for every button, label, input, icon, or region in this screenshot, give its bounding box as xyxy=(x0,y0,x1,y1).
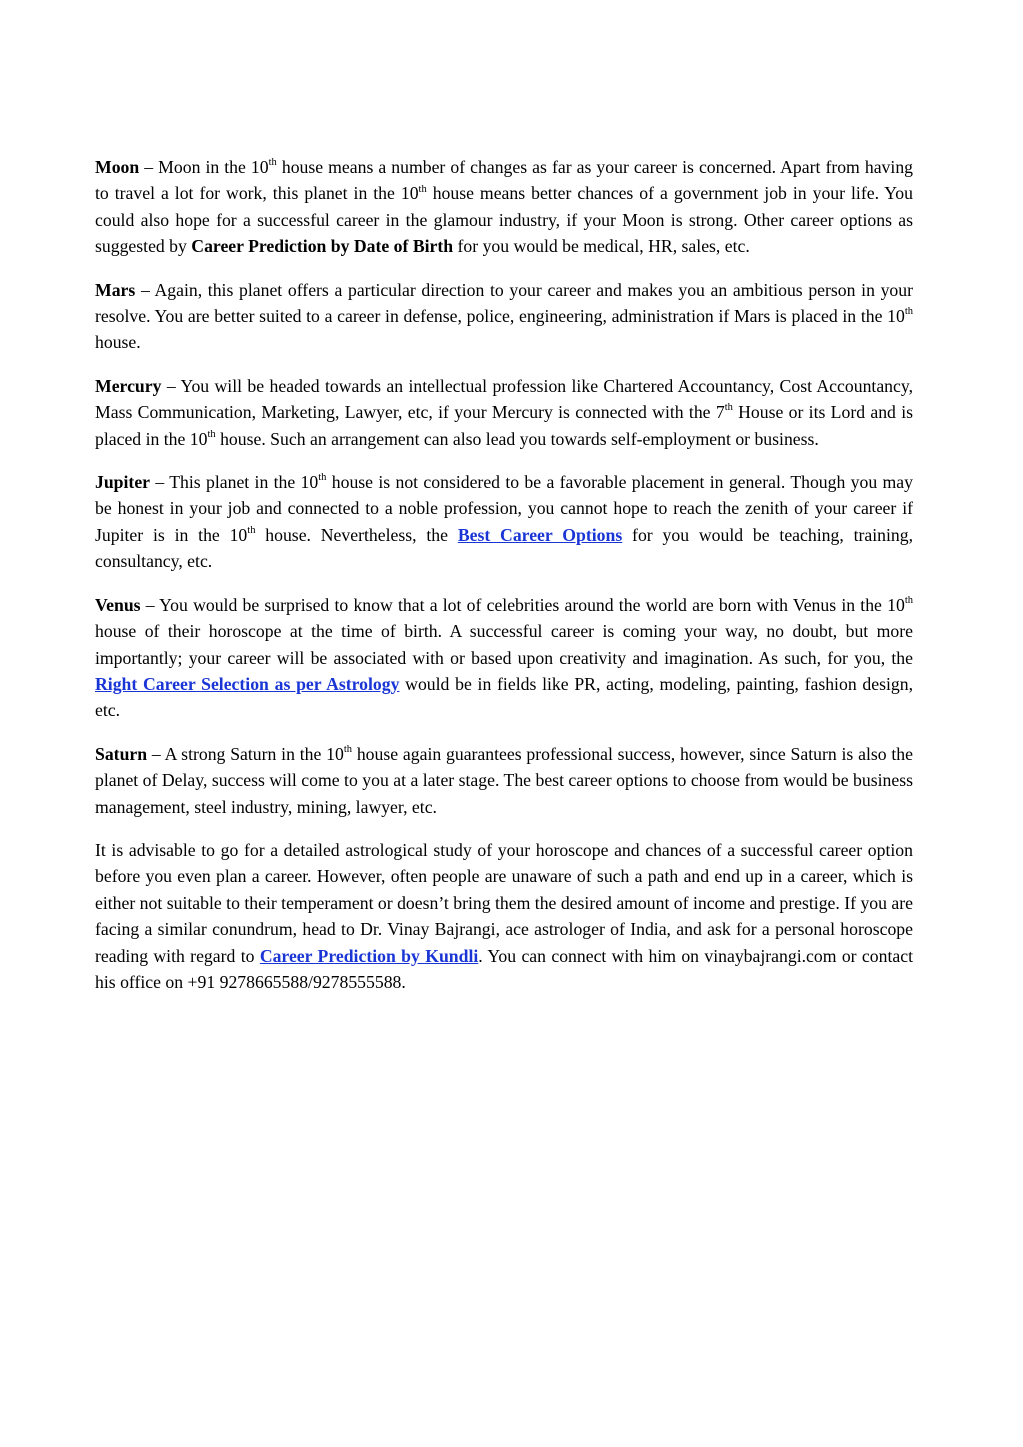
text: house means better chances of a government job in your life. You could also hope for a successful career in the glamour industry, if your Moon is strong. Other career options as suggested by xyxy=(95,183,913,257)
superscript: th xyxy=(904,594,913,606)
text: house again guarantees professional success, however, since Saturn is also the planet of Delay, success will come to you at a later stage. The best career options to choose from would be business management, steel industry, mining, lawyer, etc. xyxy=(95,743,913,817)
right-career-selection-link[interactable]: Right Career Selection as per Astrology xyxy=(95,673,400,694)
paragraph-closing xyxy=(95,837,913,995)
paragraph-moon xyxy=(95,154,913,260)
superscript: th xyxy=(724,402,733,414)
superscript: th xyxy=(343,743,353,755)
text: – Again, this planet offers a particular direction to your career and makes you an ambitious person in your resolve. You are better suited to a career in defense, police, engineering, administration if Mars is placed in the 10 xyxy=(95,279,913,327)
bold-phrase: Career Prediction by Date of Birth xyxy=(191,236,454,257)
heading-mercury: Mercury xyxy=(95,375,162,396)
heading-saturn: Saturn xyxy=(95,743,148,764)
text: house. xyxy=(95,332,141,353)
text: house. Nevertheless, the xyxy=(255,524,458,545)
superscript: th xyxy=(418,183,427,195)
superscript: th xyxy=(904,306,913,318)
superscript: th xyxy=(207,428,216,440)
text: – You will be headed towards an intellectual profession like Chartered Accountancy, Cost Accountancy, Mass Communication, Marketing, Lawyer, etc, if your Mercury is connected with the 7 xyxy=(95,375,913,423)
superscript: th xyxy=(247,524,256,536)
paragraph-mercury xyxy=(95,373,913,452)
superscript: th xyxy=(268,157,277,169)
heading-moon: Moon xyxy=(95,157,140,177)
superscript: th xyxy=(318,472,327,484)
text: house of their horoscope at the time of birth. A successful career is coming your way, no doubt, but more importantly; your career will be associated with or based upon creativity and imagination. As such, for you, the xyxy=(95,621,913,668)
text: – You would be surprised to know that a lot of celebrities around the world are born with Venus in the 10 xyxy=(140,594,905,615)
paragraph-mars xyxy=(95,277,913,356)
career-prediction-kundli-link[interactable]: Career Prediction by Kundli xyxy=(259,945,479,966)
paragraph-saturn xyxy=(95,741,913,820)
text: house. Such an arrangement can also lead you towards self-employment or business. xyxy=(215,428,819,449)
paragraph-jupiter xyxy=(95,469,913,575)
paragraph-venus xyxy=(95,592,913,724)
heading-mars: Mars xyxy=(95,279,136,300)
text: House or its Lord and is placed in the 10 xyxy=(95,402,913,449)
document-page xyxy=(95,154,913,1012)
text: . You can connect with him on vinaybajrangi.com or contact his office on +91 9278665588/9278555588. xyxy=(95,945,913,992)
text: – Moon in the 10 xyxy=(139,157,269,177)
heading-jupiter: Jupiter xyxy=(95,472,151,493)
text: house is not considered to be a favorable placement in general. Though you may be honest in your job and connected to a noble profession, you cannot hope to reach the zenith of your career if Jupiter is in the 10 xyxy=(95,472,913,545)
heading-venus: Venus xyxy=(95,594,141,615)
text: It is advisable to go for a detailed astrological study of your horoscope and chances of a successful career option before you even plan a career. However, often people are unaware of such a path and end up in a career, which is either not suitable to their temperament or doesn’t bring them the desired amount of income and prestige. If you are facing a similar conundrum, head to Dr. Vinay Bajrangi, ace astrologer of India, and ask for a personal horoscope reading with regard to xyxy=(95,839,913,966)
text: – This planet in the 10 xyxy=(150,472,319,493)
text: would be in fields like PR, acting, modeling, painting, fashion design, etc. xyxy=(95,673,913,721)
text: for you would be teaching, training, consultancy, etc. xyxy=(95,524,913,572)
best-career-options-link[interactable]: Best Career Options xyxy=(457,524,623,545)
text: for you would be medical, HR, sales, etc. xyxy=(453,236,750,257)
text: – A strong Saturn in the 10 xyxy=(147,743,344,764)
text: house means a number of changes as far as your career is concerned. Apart from having to travel a lot for work, this planet in the 10 xyxy=(95,157,914,204)
